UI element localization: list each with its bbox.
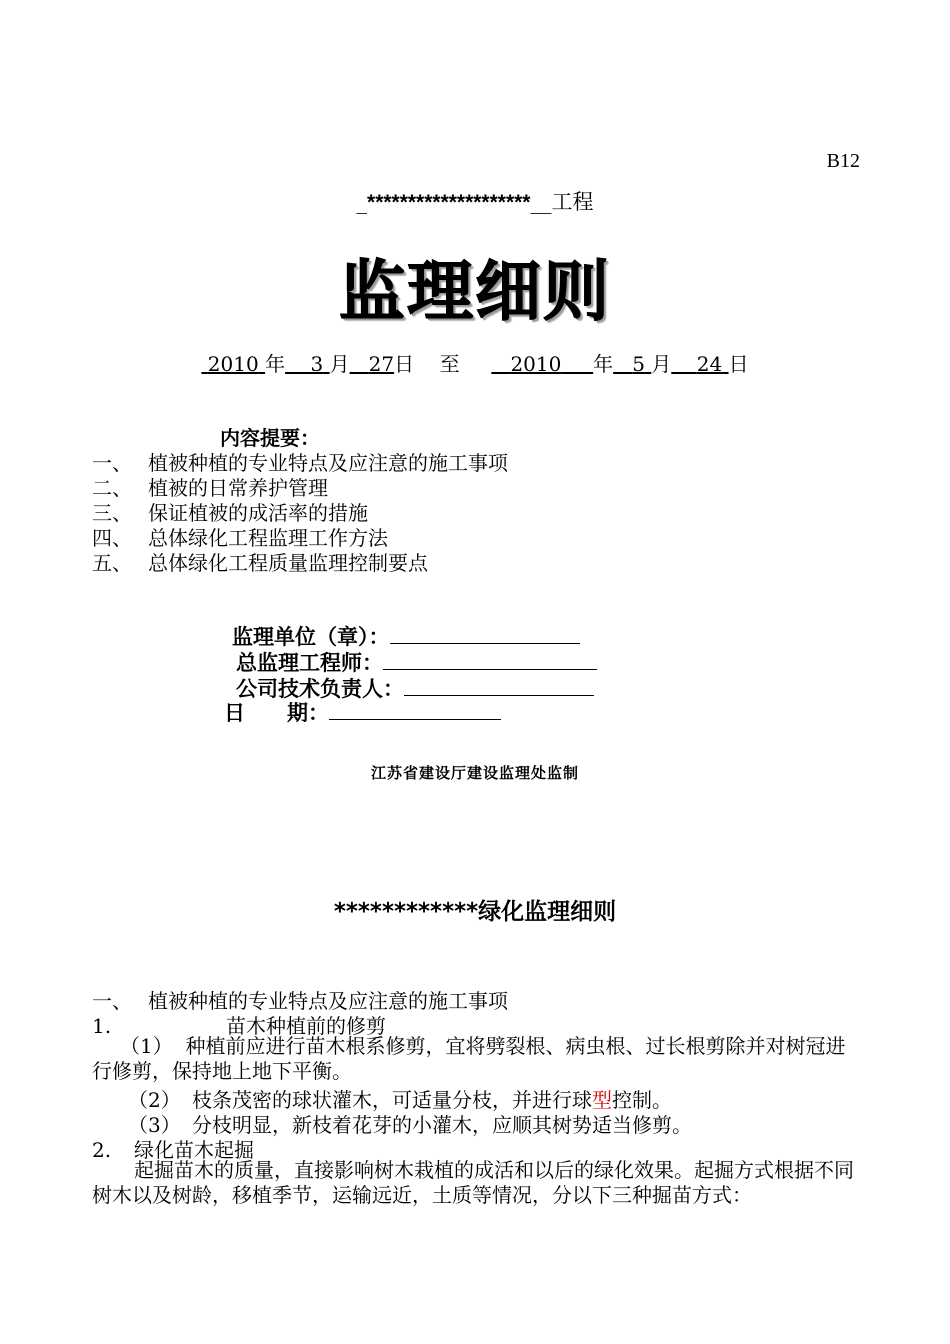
start-month: 3 bbox=[310, 352, 324, 376]
date-to: 至 bbox=[439, 352, 460, 376]
subsection-heading: 2. 绿化苗木起掘 bbox=[92, 1138, 254, 1162]
subsection-heading: 1. 苗木种植前的修剪 bbox=[92, 1014, 386, 1038]
end-day: 24 bbox=[696, 352, 723, 376]
signature-date: 日 期： bbox=[224, 697, 501, 727]
date-range: 2010 年 3 月 27日 至 2010 年 5 月 24 日 bbox=[0, 348, 950, 377]
summary-item: 一、 植被种植的专业特点及应注意的施工事项 bbox=[92, 451, 508, 475]
summary-heading: 内容提要： bbox=[220, 426, 320, 450]
start-day: 27 bbox=[368, 352, 395, 376]
signature-line bbox=[390, 623, 580, 644]
summary-item: 三、 保证植被的成活率的措施 bbox=[92, 501, 368, 525]
paragraph: （1） 种植前应进行苗木根系修剪，宜将劈裂根、病虫根、过长根剪除并对树冠进行修剪，保持地上地下平衡。 bbox=[92, 1034, 846, 1083]
paragraph: （3） 分枝明显，新枝着花芽的小灌木，应顺其树势适当修剪。 bbox=[128, 1113, 692, 1137]
start-year: 2010 bbox=[207, 352, 259, 376]
summary-item: 二、 植被的日常养护管理 bbox=[92, 476, 328, 500]
highlighted-char: 型 bbox=[592, 1088, 612, 1112]
paragraph: （2） 枝条茂密的球状灌木，可适量分枝，并进行球型控制。 bbox=[128, 1088, 672, 1112]
end-year: 2010 bbox=[510, 352, 562, 376]
signature-supervision-unit: 监理单位（章）： bbox=[232, 621, 580, 651]
signature-line bbox=[383, 649, 597, 670]
summary-item: 四、 总体绿化工程监理工作方法 bbox=[92, 526, 388, 550]
signature-line bbox=[404, 675, 594, 696]
project-name: ******************** bbox=[367, 191, 531, 214]
signature-chief-engineer: 总监理工程师： bbox=[236, 647, 597, 677]
section-title: ************绿化监理细则 bbox=[333, 899, 617, 925]
project-name-line bbox=[0, 186, 950, 216]
document-title: 监理细则 bbox=[339, 253, 611, 330]
issuer-footer: 江苏省建设厅建设监理处监制 bbox=[370, 764, 579, 782]
paragraph: 起掘苗木的质量，直接影响树木栽植的成活和以后的绿化效果。起掘方式根据不同树木以及树龄，移植季节，运输远近，土质等情况，分以下三种掘苗方式： bbox=[92, 1158, 854, 1207]
summary-item: 五、 总体绿化工程质量监理控制要点 bbox=[92, 551, 428, 575]
project-prefix: _ bbox=[356, 190, 368, 214]
signature-line bbox=[329, 699, 501, 720]
end-month: 5 bbox=[632, 352, 645, 376]
section-heading: 一、 植被种植的专业特点及应注意的施工事项 bbox=[92, 989, 508, 1013]
signature-tech-lead: 公司技术负责人： bbox=[236, 673, 594, 703]
project-suffix: __工程 bbox=[530, 190, 594, 214]
document-code: B12 bbox=[826, 150, 860, 172]
